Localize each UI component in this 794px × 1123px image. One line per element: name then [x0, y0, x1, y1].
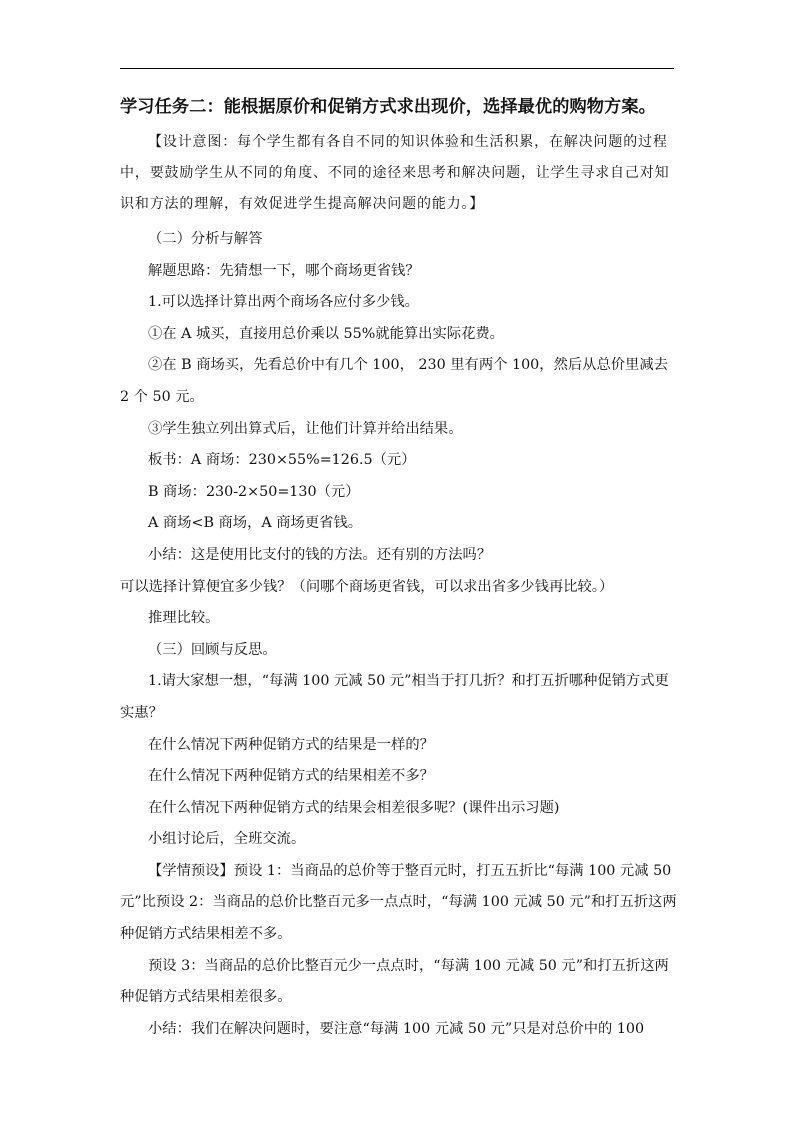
paragraph: 在什么情况下两种促销方式的结果是一样的？ [148, 736, 434, 753]
paragraph: A 商场<B 商场，A 商场更省钱。 [148, 515, 363, 532]
paragraph: 1.可以选择计算出两个商场各应付多少钱。 [148, 294, 419, 311]
learning-preset: 【学情预设】预设 1：当商品的总价等于整百元时，打五五折比“每满 100 元减 50 元”比预设 2：当商品的总价比整百元多一点点时，“每满 100 元减 50 元”和打五折这两种促销方式结果相差不多。 [120, 862, 677, 943]
paragraph: 在什么情况下两种促销方式的结果会相差很多呢？(课件出示习题) [148, 799, 560, 816]
paragraph: ③学生独立列出算式后，让他们计算并给出结果。 [148, 420, 463, 437]
paragraph: 解题思路：先猜想一下，哪个商场更省钱？ [148, 262, 420, 279]
task-heading: 学习任务二：能根据原价和促销方式求出现价，选择最优的购物方案。 [120, 97, 656, 117]
header-rule [120, 68, 674, 69]
section-heading-review: （三）回顾与反思。 [148, 641, 277, 658]
summary: 小结：这是使用比支付的钱的方法。还有别的方法吗？ [148, 546, 492, 563]
paragraph: 在什么情况下两种促销方式的结果相差不多？ [148, 768, 434, 785]
paragraph: ①在 A 城买，直接用总价乘以 55%就能算出实际花费。 [148, 325, 504, 342]
document-body [120, 92, 680, 1045]
paragraph: 推理比较。 [148, 610, 220, 627]
board-note: B 商场：230-2×50=130（元） [148, 483, 360, 500]
paragraph: 可以选择计算便宜多少钱？（问哪个商场更省钱，可以求出省多少钱再比较。） [120, 578, 614, 595]
learning-preset: 预设 3：当商品的总价比整百元少一点点时，“每满 100 元减 50 元”和打五折这两种促销方式结果相差很多。 [120, 957, 669, 1006]
section-heading-analysis: （二）分析与解答 [148, 231, 263, 247]
board-note: 板书：A 商场：230×55%=126.5（元） [148, 452, 416, 469]
summary: 小结：我们在解决问题时，要注意“每满 100 元减 50 元”只是对总价中的 100 [148, 1020, 645, 1037]
design-intent-note: 【设计意图：每个学生都有各自不同的知识体验和生活积累，在解决问题的过程中，要鼓励学生从不同的角度、不同的途径来思考和解决问题，让学生寻求自己对知识和方法的理解，有效促进学生提高解决问题的能力。】 [120, 134, 670, 212]
paragraph: ②在 B 商场买，先看总价中有几个 100， 230 里有两个 100，然后从总价里减去 2 个 50 元。 [120, 357, 668, 405]
paragraph: 1.请大家想一想，“每满 100 元减 50 元”相当于打几折？和打五折哪种促销方式更实惠？ [120, 673, 669, 721]
paragraph: 小组讨论后，全班交流。 [148, 831, 306, 848]
